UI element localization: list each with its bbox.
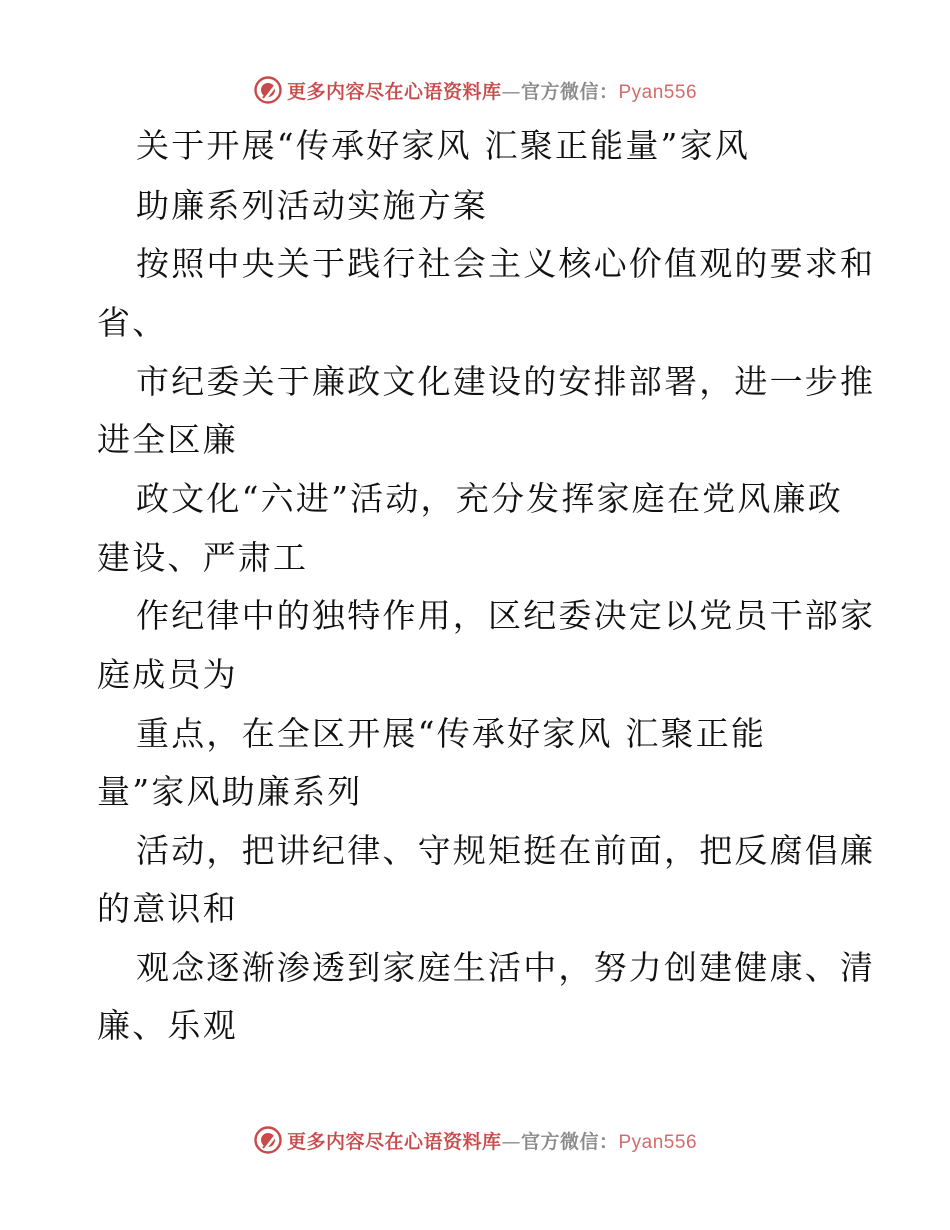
watermark-brand: 更多内容尽在心语资料库 [286, 1130, 502, 1153]
paragraph-line: 量”家风助廉系列 [97, 772, 363, 811]
paragraph-line: 按照中央关于践行社会主义核心价值观的要求和 [136, 244, 876, 283]
watermark-text [287, 1127, 697, 1154]
title-line-2: 助廉系列活动实施方案 [136, 186, 488, 225]
pen-nib-logo-icon [253, 1125, 283, 1155]
watermark-dash: — [501, 80, 521, 103]
paragraph-line: 省、 [97, 303, 168, 342]
paragraph-line: 进全区廉 [97, 420, 238, 459]
watermark-wechat-label: 官方微信： [520, 80, 619, 103]
header-watermark-banner [0, 72, 950, 108]
pen-nib-logo-icon [253, 75, 283, 105]
footer-watermark-banner [0, 1122, 950, 1158]
watermark-brand: 更多内容尽在心语资料库 [286, 80, 502, 103]
watermark-wechat-id: Pyan556 [618, 1131, 698, 1153]
watermark-dash: — [501, 1130, 521, 1153]
paragraph-line: 活动，把讲纪律、守规矩挺在前面，把反腐倡廉 [136, 831, 876, 870]
watermark-wechat-label: 官方微信： [520, 1130, 619, 1153]
paragraph-line: 建设、严肃工 [97, 538, 309, 577]
watermark-text [287, 77, 697, 104]
watermark-wechat-id: Pyan556 [618, 81, 698, 103]
paragraph-line: 廉、乐观 [97, 1006, 238, 1045]
paragraph-line: 重点，在全区开展“传承好家风 汇聚正能 [136, 714, 767, 753]
paragraph-line: 观念逐渐渗透到家庭生活中，努力创建健康、清 [136, 948, 876, 987]
paragraph-line: 政文化“六进”活动，充分发挥家庭在党风廉政 [136, 479, 843, 518]
paragraph-line: 作纪律中的独特作用，区纪委决定以党员干部家 [136, 596, 876, 635]
paragraph-line: 的意识和 [97, 889, 238, 928]
paragraph-line: 庭成员为 [97, 655, 238, 694]
title-line-1: 关于开展“传承好家风 汇聚正能量”家风 [136, 126, 751, 165]
paragraph-line: 市纪委关于廉政文化建设的安排部署，进一步推 [136, 362, 876, 401]
